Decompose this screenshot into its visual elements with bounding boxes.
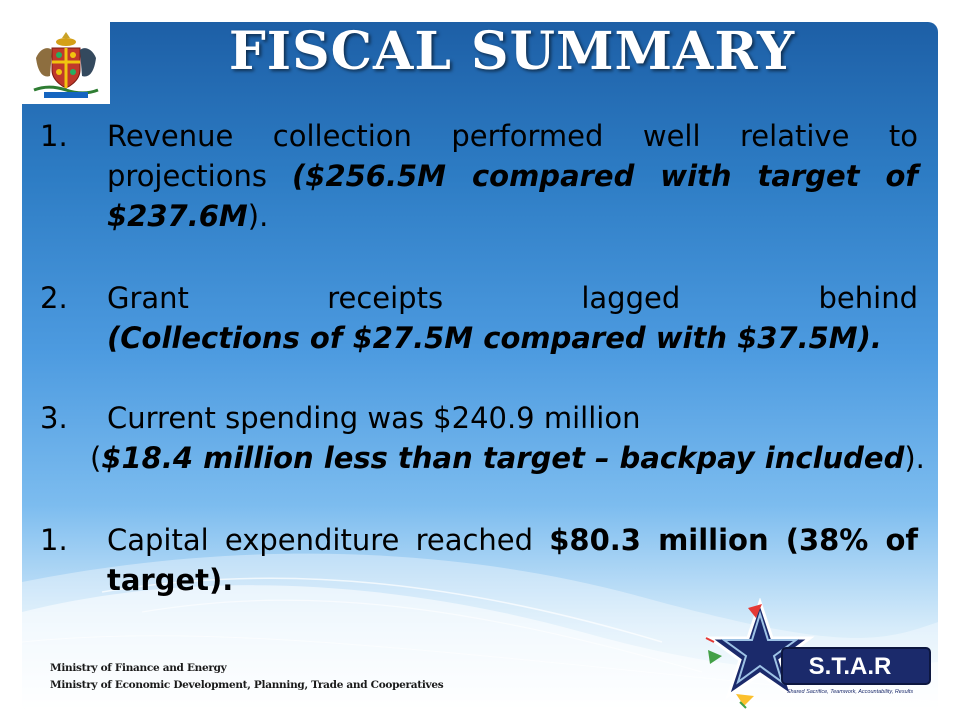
list-item-number: 2. [40, 281, 68, 315]
list-item-number: 1. [40, 523, 68, 557]
list-item-tail: ). [247, 199, 269, 233]
list-item-emphasis: ($256.5M compared with target of $237.6M [107, 159, 918, 233]
list-item-tail: ). [904, 441, 925, 475]
list-item-emphasis: $80.3 million (38% of target). [107, 523, 918, 597]
footer [50, 660, 443, 694]
logo-wordmark: S.T.A.R [808, 653, 892, 680]
list-item-open-paren: ( [90, 441, 102, 475]
list-item [40, 116, 918, 236]
list-item-plain-text: Revenue collection performed well relative to projections [107, 119, 918, 193]
triangle-yellow-icon [736, 694, 754, 706]
star-logo [700, 598, 940, 710]
footer-ministry-2: Ministry of Economic Development, Planning, Trade and Cooperatives [50, 679, 444, 691]
triangle-green-icon [708, 650, 722, 664]
list-item-text [107, 520, 918, 600]
list-item-number: 3. [40, 401, 68, 435]
list-item-text: Grant receipts lagged behind [107, 281, 918, 315]
footer-ministry-1: Ministry of Finance and Energy [50, 662, 227, 674]
list-item [40, 398, 925, 475]
list-item-plain-text: Capital expenditure reached [107, 523, 550, 557]
list-item [40, 278, 918, 358]
list-item-text [107, 116, 918, 236]
logo-tagline: Shared Sacrifice, Teamwork, Accountability, Results [786, 689, 914, 695]
list-item-number: 1. [40, 119, 68, 153]
list-item-subline [90, 438, 925, 478]
list-item-text: Current spending was $240.9 million [107, 401, 641, 435]
list-item [40, 520, 918, 600]
list-item-emphasis: (Collections of $27.5M compared with $37.5M). [107, 321, 882, 355]
slide-title: FISCAL SUMMARY [228, 21, 796, 82]
list-item-emphasis: $18.4 million less than target – backpay included [101, 441, 905, 475]
